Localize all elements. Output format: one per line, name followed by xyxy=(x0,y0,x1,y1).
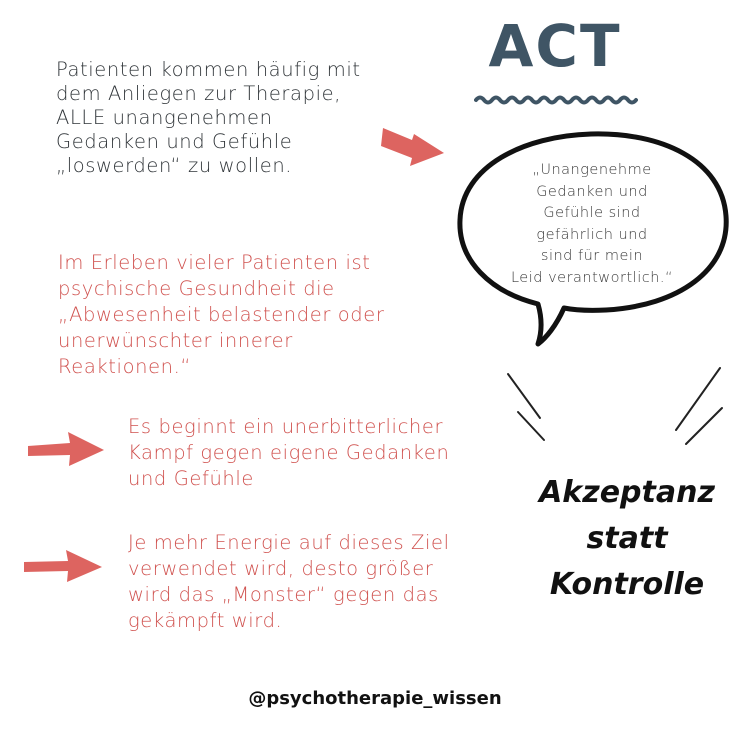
emphasis-rays xyxy=(500,360,740,460)
struggle-text: Es beginnt ein unerbitterlicher Kampf gegen eigene Gedanken und Gefühle xyxy=(128,415,450,490)
instagram-handle: @psychotherapie_wissen xyxy=(248,688,502,709)
title-underline xyxy=(474,94,638,106)
speech-bubble-text: „Unangenehme Gedanken und Gefühle sind gefährlich und sind für mein Leid verantwortlich.“ xyxy=(510,162,674,286)
energy-text: Je mehr Energie auf dieses Ziel verwendet wird, desto größer wird das „Monster“ gegen das gekämpft wird. xyxy=(128,531,450,632)
motto-text: Akzeptanz statt Kontrolle xyxy=(539,475,715,602)
intro-text: Patienten kommen häufig mit dem Anliegen zur Therapie, ALLE unangenehmen Gedanken und Gefühle „loswerden“ zu wollen. xyxy=(56,58,361,177)
arrow-right-icon xyxy=(24,550,102,582)
arrow-right-icon xyxy=(28,432,104,466)
experience-text: Im Erleben vieler Patienten ist psychische Gesundheit die „Abwesenheit belastender oder unerwünschter innerer Reaktionen.“ xyxy=(58,251,385,378)
page-title: ACT xyxy=(488,12,622,80)
